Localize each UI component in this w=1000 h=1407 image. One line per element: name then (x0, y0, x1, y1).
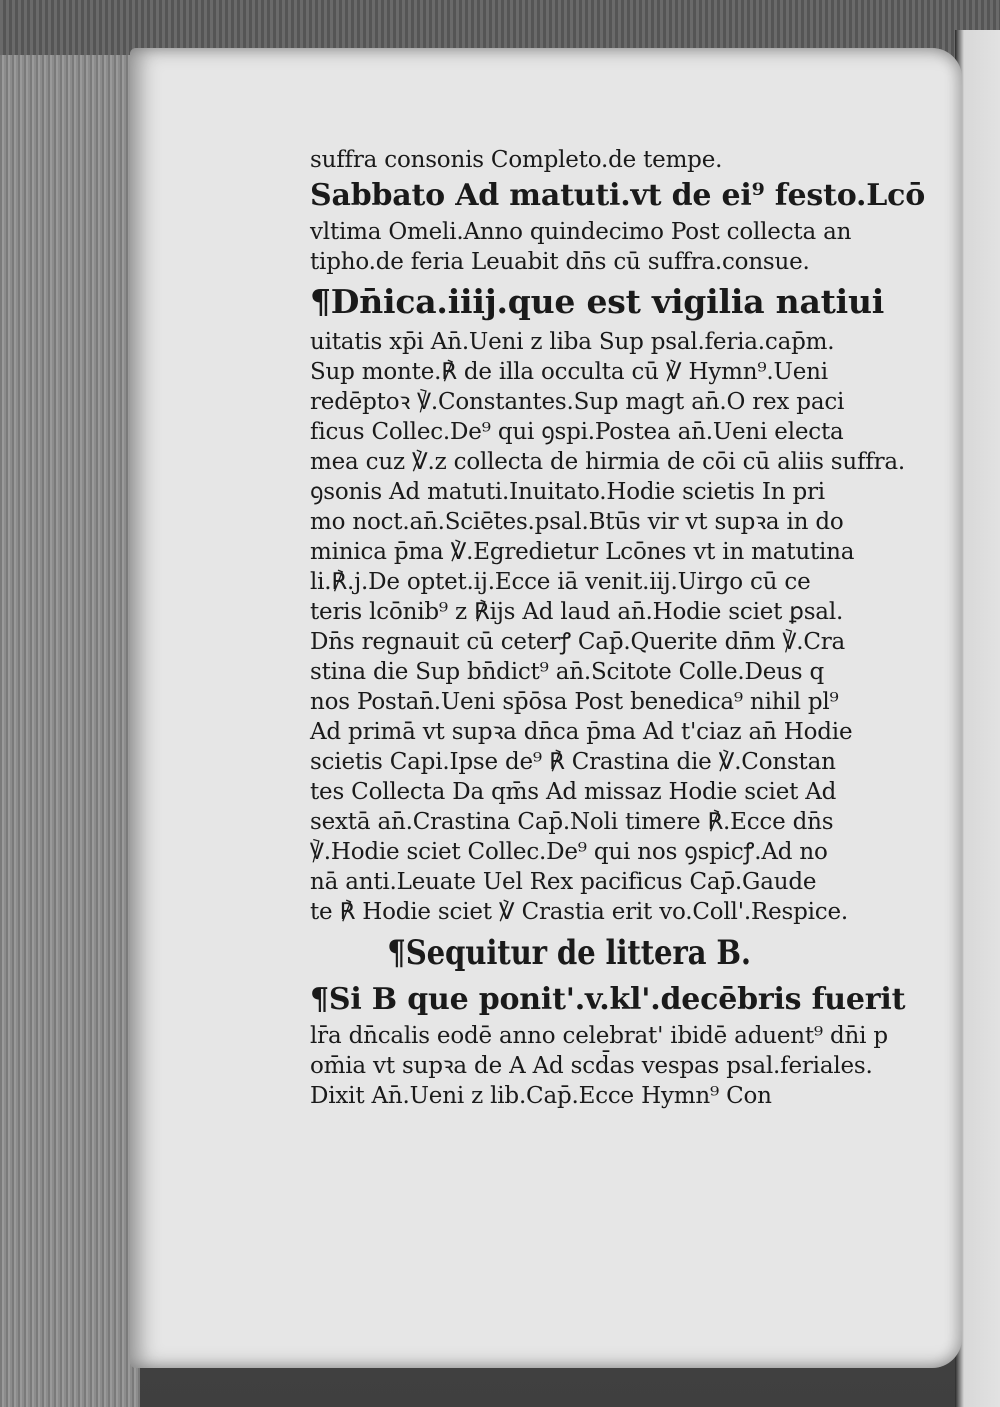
text-line: te ℟ Hodie sciet ℣ Crastia erit vo.Coll'.Respice. (310, 899, 848, 925)
text-line: Sabbato Ad matuti.vt de ei⁹ festo.Lcō (310, 178, 925, 213)
text-line: ficus Collec.De⁹ qui ꝯspi.Postea an̄.Ueni electa (310, 419, 844, 445)
text-line: tes Collecta Da qm̄s Ad missaz Hodie sciet Ad (310, 779, 837, 805)
text-line: Dn̄s regnauit cū ceterꝭ Cap̄.Querite dn̄m ℣.Cra (310, 629, 846, 655)
text-line: uitatis xp̄i An̄.Ueni z liba Sup psal.feria.cap̄m. (310, 329, 835, 355)
text-line: redēptoꝛ ℣.Constantes.Sup magt an̄.O rex paci (310, 389, 845, 415)
text-line: lr̄a dn̄calis eodē anno celebrat' ibidē aduent⁹ dn̄i p (310, 1023, 888, 1049)
page-stack-left (0, 55, 140, 1407)
text-line: tipho.de feria Leuabit dn̄s cū suffra.consue. (310, 249, 810, 275)
text-line: ꝯsonis Ad matuti.Inuitato.Hodie scietis In pri (310, 479, 825, 505)
text-line: minica p̄ma ℣.Egredietur Lcōnes vt in matutina (310, 539, 855, 565)
text-line: mo noct.an̄.Sciētes.psal.Btūs vir vt supꝛa in do (310, 509, 844, 535)
text-line: mea cuz ℣.z collecta de hirmia de cōi cū aliis suffra. (310, 449, 906, 475)
text-line: nos Postan̄.Ueni sp̄ōsa Post benedica⁹ nihil pl⁹ (310, 689, 839, 715)
text-line: scietis Capi.Ipse de⁹ ℟ Crastina die ℣.Constan (310, 749, 836, 775)
text-line: teris lcōnib⁹ z ℟ijs Ad laud an̄.Hodie sciet ꝑsal. (310, 599, 844, 625)
text-line: ℣.Hodie sciet Collec.De⁹ qui nos ꝯspicꝭ.Ad no (310, 839, 828, 865)
text-line: om̄ia vt supꝛa de A Ad scd̄as vespas psal.feriales. (310, 1053, 873, 1079)
text-line: Ad primā vt supꝛa dn̄ca p̄ma Ad t'ciaz an̄ Hodie (310, 719, 853, 745)
text-line: nā anti.Leuate Uel Rex pacificus Cap̄.Gaude (310, 869, 817, 895)
text-line: sextā an̄.Crastina Cap̄.Noli timere ℟.Ecce dn̄s (310, 809, 834, 835)
text-line: li.℟.j.De optet.ij.Ecce iā venit.iij.Uirgo cū ce (310, 569, 811, 595)
text-line: stina die Sup bn̄dict⁹ an̄.Scitote Colle.Deus q (310, 659, 824, 685)
text-line: suffra consonis Completo.de tempe. (310, 147, 723, 173)
section-heading: ¶Dn̄ica.iiij.que est vigilia natiui (310, 282, 885, 321)
text-line: vltima Omeli.Anno quindecimo Post collecta an (310, 219, 852, 245)
page-text (310, 145, 950, 1111)
section-heading: ¶Sequitur de littera B. (387, 933, 751, 973)
text-line: ¶Si B que ponit'.v.kl'.decēbris fuerit (310, 982, 906, 1017)
text-line: Dixit An̄.Ueni z lib.Cap̄.Ecce Hymn⁹ Con (310, 1083, 772, 1109)
text-line: Sup monte.℟ de illa occulta cū ℣ Hymn⁹.Ueni (310, 359, 828, 385)
